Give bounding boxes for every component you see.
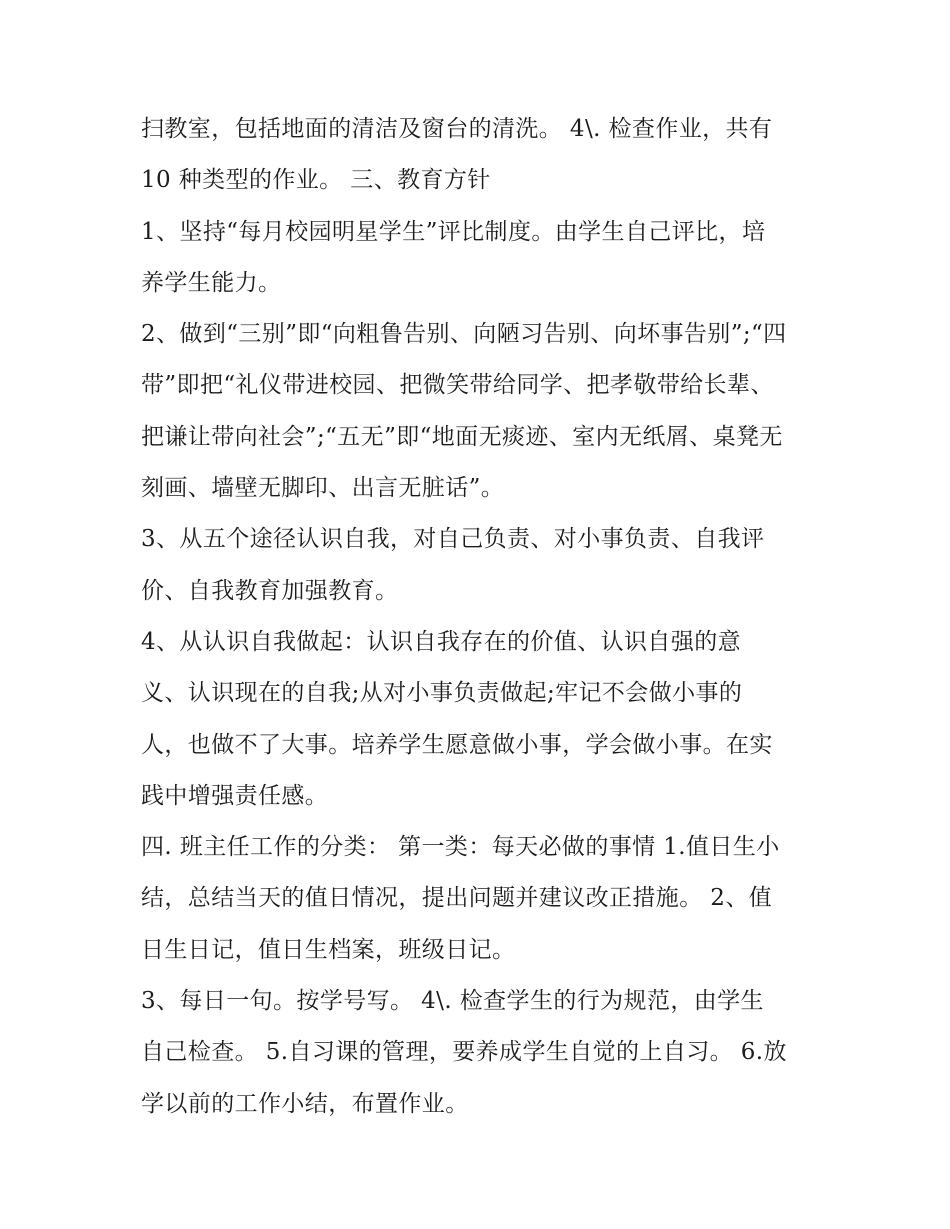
text-line: 结，总结当天的值日情况，提出问题并建议改正措施。 2、值 <box>141 885 773 912</box>
text-line: 扫教室，包括地面的清洁及窗台的清洗。 4\. 检查作业，共有 <box>141 116 773 142</box>
text-line: 自己检查。 5.自习课的管理，要养成学生自觉的上自习。 6.放 <box>141 1039 787 1066</box>
text-line: 2、做到“三别”即“向粗鲁告别、向陋习告别、向坏事告别”;“四 <box>141 321 787 348</box>
text-line: 践中增强责任感。 <box>141 782 329 809</box>
text-line: 带”即把“礼仪带进校园、把微笑带给同学、把孝敬带给长辈、 <box>141 372 774 399</box>
text-line: 学以前的工作小结，布置作业。 <box>141 1090 469 1117</box>
text-line: 3、每日一句。按学号写。 4\. 检查学生的行为规范，由学生 <box>141 988 764 1015</box>
text-line: 10 种类型的作业。 三、教育方针 <box>141 167 491 194</box>
text-line: 1、坚持“每月校园明星学生”评比制度。由学生自己评比，培 <box>141 218 766 245</box>
text-line: 义、认识现在的自我;从对小事负责做起;牢记不会做小事的 <box>141 680 743 707</box>
text-line: 价、自我教育加强教育。 <box>141 577 399 604</box>
text-line: 3、从五个途径认识自我，对自己负责、对小事负责、自我评 <box>141 526 765 553</box>
text-line: 人，也做不了大事。培养学生愿意做小事，学会做小事。在实 <box>141 731 773 758</box>
text-line: 4、从认识自我做起：认识自我存在的价值、认识自强的意 <box>141 628 742 655</box>
document-body <box>141 104 821 1130</box>
text-line: 刻画、墙壁无脚印、出言无脏话”。 <box>141 475 505 502</box>
text-line: 日生日记，值日生档案，班级日记。 <box>141 936 516 963</box>
text-line: 养学生能力。 <box>141 269 282 296</box>
text-line: 四. 班主任工作的分类： 第一类：每天必做的事情 1.值日生小 <box>141 834 780 861</box>
text-line: 把谦让带向社会”;“五无”即“地面无痰迹、室内无纸屑、桌凳无 <box>141 423 783 450</box>
